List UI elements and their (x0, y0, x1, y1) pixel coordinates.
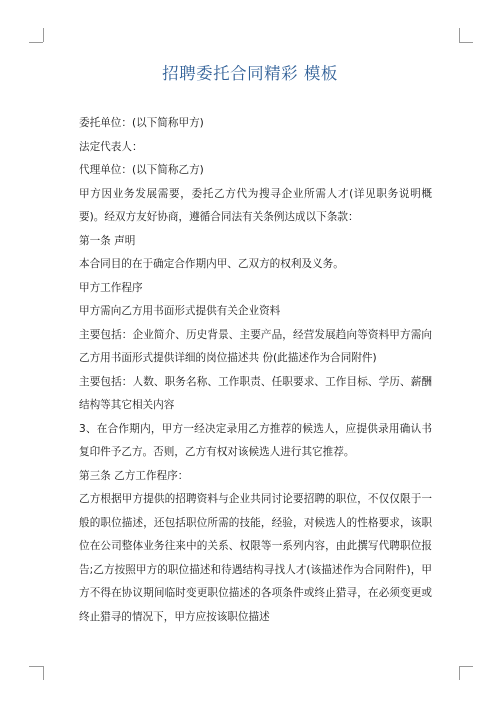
crop-mark-bottom-right-h (459, 666, 473, 667)
crop-mark-top-left-h (29, 42, 43, 43)
paragraph-preamble: 甲方因业务发展需要，委托乙方代为搜寻企业所需人才(详见职务说明概要)。经双方友好协商，遵循合同法有关条例达成以下条款： (79, 187, 432, 223)
crop-mark-bottom-left-h (29, 666, 43, 667)
paragraph-article-3-heading: 第三条 乙方工作程序： (79, 469, 189, 482)
paragraph-party-a-procedure: 甲方工作程序 (79, 281, 143, 294)
crop-mark-top-right-h (459, 42, 473, 43)
document-body (79, 112, 432, 629)
paragraph-purpose: 本合同目的在于确定合作期内甲、乙双方的权利及义务。 (79, 258, 344, 270)
paragraph-client-unit: 委托单位：(以下简称甲方) (79, 117, 204, 129)
paragraph-party-b-procedure: 乙方根据甲方提供的招聘资料与企业共同讨论要招聘的职位，不仅仅限于一般的职位描述，还包括职位所需的技能，经验，对候选人的性格要求，该职位在公司整体业务往来中的关系、权限等一系列内容，由此撰写代聘职位报告;乙方按照甲方的职位描述和待遇结构寻找人才(该描述作为合同附件)，甲方不得在协议期间临时变更职位描述的各项条件或终止猎寻，在必须变更或终止猎寻的情况下，甲方应按该职位描述 (79, 493, 432, 623)
paragraph-legal-representative: 法定代表人： (79, 140, 143, 153)
crop-mark-bottom-right-v (459, 666, 460, 680)
document-title: 招聘委托合同精彩 模板 (162, 64, 338, 83)
crop-mark-bottom-left-v (43, 666, 44, 680)
crop-mark-top-left-v (43, 28, 44, 42)
paragraph-article-1-heading: 第一条 声明 (79, 234, 136, 247)
paragraph-main-contents-1: 主要包括：企业简介、历史背景、主要产品，经营发展趋向等资料甲方需向乙方用书面形式提供详细的岗位描述共 份(此描述作为合同附件) (79, 328, 432, 364)
crop-mark-top-right-v (459, 28, 460, 42)
paragraph-party-a-materials: 甲方需向乙方用书面形式提供有关企业资料 (79, 305, 281, 317)
paragraph-agent-unit: 代理单位：(以下简称乙方) (79, 164, 204, 176)
paragraph-main-contents-2: 主要包括：人数、职务名称、工作职责、任职要求、工作目标、学历、薪酬结构等其它相关内容 (79, 375, 432, 411)
paragraph-item-3: 3、在合作期内，甲方一经决定录用乙方推荐的候选人，应提供录用确认书复印件予乙方。否则，乙方有权对该候选人进行其它推荐。 (79, 422, 432, 458)
